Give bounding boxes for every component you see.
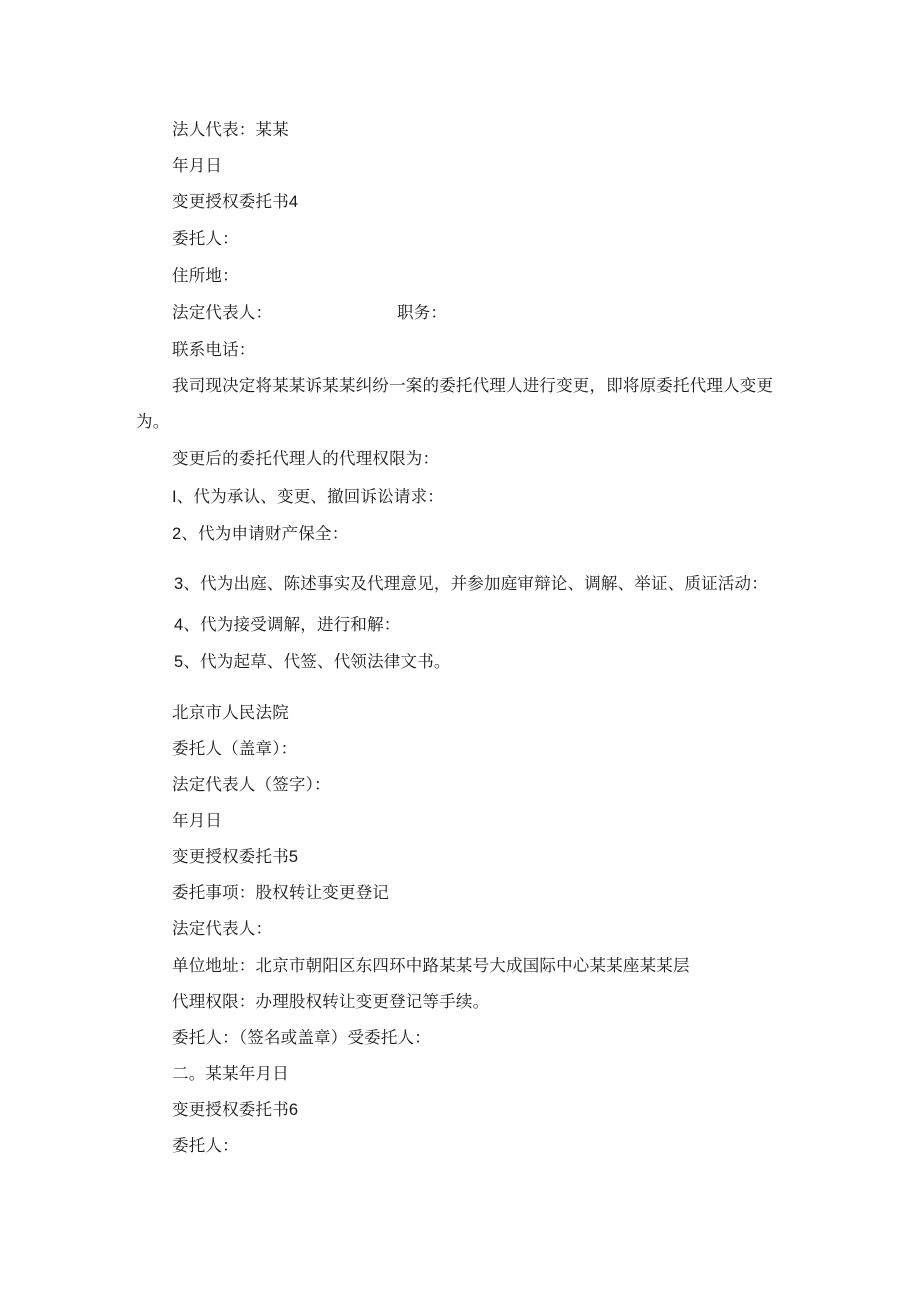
item-text: 、代为承认、变更、撤回诉讼请求： bbox=[176, 487, 444, 506]
section-title-5 bbox=[172, 846, 298, 868]
item-text: 、代为出庭、陈述事实及代理意见，并参加庭审辩论、调解、举证、质证活动： bbox=[183, 574, 768, 593]
item-number: 4 bbox=[174, 616, 184, 634]
item-number: 5 bbox=[174, 653, 184, 671]
court-name: 北京市人民法院 bbox=[172, 703, 289, 722]
item-number: 2 bbox=[172, 525, 182, 543]
authority-intro: 变更后的委托代理人的代理权限为： bbox=[172, 449, 440, 468]
legal-rep-sign-line: 法定代表人（签字）： bbox=[172, 775, 331, 794]
section-title-number: 6 bbox=[288, 1101, 299, 1119]
sign-line: 委托人：（签名或盖章）受委托人： bbox=[172, 1028, 431, 1047]
section-title-number: 5 bbox=[288, 848, 299, 866]
phone-label: 联系电话： bbox=[172, 340, 256, 359]
matter-line: 委托事项：股权转让变更登记 bbox=[172, 883, 390, 902]
authority-scope-line: 代理权限：办理股权转让变更登记等手续。 bbox=[172, 992, 490, 1011]
item-text: 、代为接受调解，进行和解： bbox=[183, 615, 401, 634]
legal-rep-label: 法定代表人： bbox=[172, 303, 273, 322]
date-line: 二。某某年月日 bbox=[172, 1064, 289, 1083]
authority-item bbox=[172, 523, 348, 545]
section-title-text: 变更授权委托书 bbox=[172, 192, 289, 211]
item-number: I bbox=[172, 488, 177, 506]
section-title-text: 变更授权委托书 bbox=[172, 847, 289, 866]
item-text: 、代为申请财产保全： bbox=[181, 524, 349, 543]
legal-rep-label: 法定代表人： bbox=[172, 919, 273, 938]
principal-label: 委托人： bbox=[172, 1136, 239, 1155]
authority-item bbox=[174, 614, 401, 636]
body-paragraph: 我司现决定将某某诉某某纠纷一案的委托代理人进行变更，即将原委托代理人变更为。 bbox=[136, 376, 774, 431]
authority-item bbox=[174, 573, 768, 595]
principal-seal-line: 委托人（盖章）： bbox=[172, 739, 298, 758]
date-line: 年月日 bbox=[172, 811, 223, 830]
item-text: 、代为起草、代签、代领法律文书。 bbox=[183, 652, 451, 671]
position-label: 职务： bbox=[397, 303, 448, 322]
authority-item bbox=[172, 486, 444, 508]
section-title-number: 4 bbox=[288, 193, 299, 211]
unit-address-line: 单位地址：北京市朝阳区东四环中路某某号大成国际中心某某座某某层 bbox=[172, 956, 690, 975]
address-label: 住所地： bbox=[172, 266, 239, 285]
legal-rep-line: 法人代表：某某 bbox=[172, 120, 289, 139]
section-title-4 bbox=[172, 191, 298, 213]
authority-item bbox=[174, 651, 451, 673]
section-title-6 bbox=[172, 1099, 298, 1121]
principal-label: 委托人： bbox=[172, 229, 239, 248]
date-line: 年月日 bbox=[172, 156, 223, 175]
section-title-text: 变更授权委托书 bbox=[172, 1100, 289, 1119]
item-number: 3 bbox=[174, 575, 184, 593]
